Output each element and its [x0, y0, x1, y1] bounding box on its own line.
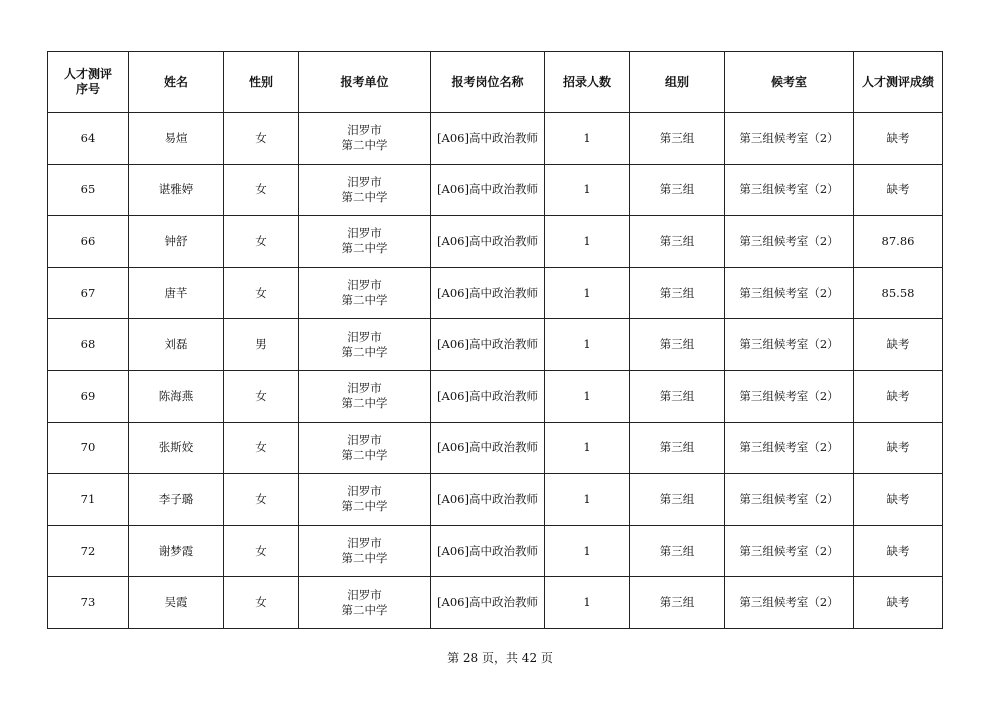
cell-score: [854, 267, 943, 319]
cell-position: [431, 319, 545, 371]
cell-quota: [545, 164, 630, 216]
cell-text: 70: [80, 440, 96, 455]
cell-text: 第三组: [659, 182, 695, 197]
cell-name: [129, 525, 224, 577]
cell-name: [129, 474, 224, 526]
cell-text: 汨罗市 第二中学: [341, 587, 388, 617]
cell-text: 1: [583, 388, 591, 403]
cell-group: [630, 267, 725, 319]
cell-name: [129, 216, 224, 268]
cell-group: [630, 113, 725, 165]
cell-text: [A06]高中政治教师: [437, 595, 538, 610]
cell-gender: [224, 474, 299, 526]
cell-text: 女: [255, 233, 267, 248]
cell-position: [431, 525, 545, 577]
table-row: [48, 577, 943, 629]
cell-text: 女: [255, 543, 267, 558]
cell-text: 汨罗市 第二中学: [341, 329, 388, 359]
cell-text: 谌雅婷: [158, 182, 194, 197]
header-cell-gender: 性别: [224, 52, 299, 113]
cell-room: [725, 164, 854, 216]
cell-position: [431, 577, 545, 629]
cell-room: [725, 113, 854, 165]
cell-unit: [299, 267, 431, 319]
cell-group: [630, 370, 725, 422]
cell-score: [854, 474, 943, 526]
cell-unit: [299, 370, 431, 422]
table-body: [48, 113, 943, 629]
cell-text: 1: [583, 543, 591, 558]
cell-text: 69: [80, 388, 96, 403]
cell-quota: [545, 319, 630, 371]
cell-name: [129, 319, 224, 371]
cell-gender: [224, 267, 299, 319]
cell-text: 第三组候考室（2）: [739, 388, 839, 403]
cell-text: 男: [255, 337, 267, 352]
cell-text: 缺考: [886, 130, 910, 145]
cell-text: 缺考: [886, 388, 910, 403]
header-cell-quota: 招录人数: [545, 52, 630, 113]
cell-position: [431, 370, 545, 422]
cell-text: 唐芊: [164, 285, 188, 300]
cell-gender: [224, 216, 299, 268]
cell-text: 第三组: [659, 440, 695, 455]
cell-seq: [48, 525, 129, 577]
cell-text: 1: [583, 440, 591, 455]
table-row: [48, 422, 943, 474]
cell-position: [431, 113, 545, 165]
cell-text: 第三组候考室（2）: [739, 543, 839, 558]
cell-gender: [224, 577, 299, 629]
cell-text: [A06]高中政治教师: [437, 491, 538, 506]
header-cell-unit: 报考单位: [299, 52, 431, 113]
cell-group: [630, 474, 725, 526]
table-row: [48, 370, 943, 422]
cell-quota: [545, 267, 630, 319]
cell-text: 第三组候考室（2）: [739, 182, 839, 197]
cell-text: 张斯姣: [158, 440, 194, 455]
cell-text: 陈海燕: [158, 388, 194, 403]
cell-text: 第三组候考室（2）: [739, 130, 839, 145]
cell-text: [A06]高中政治教师: [437, 388, 538, 403]
cell-name: [129, 370, 224, 422]
cell-group: [630, 319, 725, 371]
cell-text: 女: [255, 388, 267, 403]
page-number: 第 28 页，共 42 页: [447, 651, 553, 665]
cell-text: 第三组候考室（2）: [739, 491, 839, 506]
header-cell-seq: [48, 52, 129, 113]
cell-name: [129, 422, 224, 474]
cell-text: 缺考: [886, 337, 910, 352]
cell-text: 谢梦霞: [158, 543, 194, 558]
cell-text: 71: [80, 491, 96, 506]
cell-seq: [48, 164, 129, 216]
cell-group: [630, 577, 725, 629]
cell-text: 女: [255, 285, 267, 300]
cell-text: 66: [80, 233, 96, 248]
cell-text: 1: [583, 491, 591, 506]
cell-text: 女: [255, 440, 267, 455]
cell-text: [A06]高中政治教师: [437, 182, 538, 197]
table-row: [48, 319, 943, 371]
cell-text: [A06]高中政治教师: [437, 233, 538, 248]
cell-unit: [299, 525, 431, 577]
cell-text: 汨罗市 第二中学: [341, 174, 388, 204]
header-cell-position: 报考岗位名称: [431, 52, 545, 113]
cell-unit: [299, 577, 431, 629]
cell-name: [129, 164, 224, 216]
cell-seq: [48, 319, 129, 371]
cell-text: 缺考: [886, 543, 910, 558]
cell-text: [A06]高中政治教师: [437, 285, 538, 300]
cell-unit: [299, 474, 431, 526]
cell-text: [A06]高中政治教师: [437, 440, 538, 455]
cell-text: 第三组: [659, 595, 695, 610]
cell-position: [431, 216, 545, 268]
cell-text: 第三组: [659, 233, 695, 248]
cell-room: [725, 422, 854, 474]
cell-text: 汨罗市 第二中学: [341, 432, 388, 462]
cell-text: 1: [583, 130, 591, 145]
cell-room: [725, 216, 854, 268]
cell-quota: [545, 422, 630, 474]
cell-name: [129, 267, 224, 319]
table-row: [48, 113, 943, 165]
cell-name: [129, 113, 224, 165]
cell-text: 87.86: [881, 233, 915, 248]
cell-gender: [224, 370, 299, 422]
cell-text: 第三组: [659, 491, 695, 506]
cell-text: 女: [255, 182, 267, 197]
cell-text: 72: [80, 543, 96, 558]
cell-unit: [299, 216, 431, 268]
cell-text: 第三组候考室（2）: [739, 440, 839, 455]
header-cell-room: 候考室: [725, 52, 854, 113]
table-row: [48, 216, 943, 268]
cell-text: 易煊: [164, 130, 188, 145]
cell-room: [725, 577, 854, 629]
cell-score: [854, 319, 943, 371]
table-row: [48, 267, 943, 319]
cell-text: 第三组: [659, 337, 695, 352]
cell-position: [431, 164, 545, 216]
cell-text: 73: [80, 595, 96, 610]
cell-text: 65: [80, 182, 96, 197]
cell-text: 1: [583, 285, 591, 300]
header-text: 人才测评 序号: [63, 67, 112, 96]
cell-seq: [48, 577, 129, 629]
cell-text: 汨罗市 第二中学: [341, 278, 388, 308]
cell-group: [630, 422, 725, 474]
cell-text: 第三组: [659, 388, 695, 403]
cell-seq: [48, 474, 129, 526]
cell-text: 汨罗市 第二中学: [341, 381, 388, 411]
cell-text: 刘磊: [164, 337, 188, 352]
cell-text: 女: [255, 130, 267, 145]
cell-score: [854, 370, 943, 422]
cell-text: 68: [80, 337, 96, 352]
cell-group: [630, 164, 725, 216]
results-table: [47, 51, 943, 629]
cell-score: [854, 422, 943, 474]
cell-text: [A06]高中政治教师: [437, 130, 538, 145]
cell-text: 缺考: [886, 182, 910, 197]
cell-room: [725, 319, 854, 371]
cell-score: [854, 577, 943, 629]
cell-quota: [545, 216, 630, 268]
cell-text: 1: [583, 337, 591, 352]
cell-text: 67: [80, 285, 96, 300]
cell-text: [A06]高中政治教师: [437, 337, 538, 352]
cell-text: 第三组候考室（2）: [739, 595, 839, 610]
cell-text: 第三组候考室（2）: [739, 285, 839, 300]
cell-group: [630, 216, 725, 268]
cell-unit: [299, 164, 431, 216]
cell-position: [431, 422, 545, 474]
cell-text: 汨罗市 第二中学: [341, 123, 388, 153]
cell-text: 钟舒: [164, 233, 188, 248]
cell-seq: [48, 113, 129, 165]
cell-text: 女: [255, 491, 267, 506]
cell-quota: [545, 525, 630, 577]
header-row: [48, 52, 943, 113]
header-cell-score: 人才测评成绩: [854, 52, 943, 113]
cell-text: 第三组候考室（2）: [739, 337, 839, 352]
cell-text: 1: [583, 595, 591, 610]
cell-score: [854, 525, 943, 577]
cell-seq: [48, 267, 129, 319]
cell-gender: [224, 319, 299, 371]
cell-text: 缺考: [886, 491, 910, 506]
cell-text: 第三组: [659, 130, 695, 145]
table-row: [48, 164, 943, 216]
cell-text: 吴霞: [164, 595, 188, 610]
cell-score: [854, 216, 943, 268]
cell-quota: [545, 113, 630, 165]
cell-gender: [224, 113, 299, 165]
cell-text: 64: [80, 130, 96, 145]
cell-gender: [224, 525, 299, 577]
table-row: [48, 474, 943, 526]
cell-text: 缺考: [886, 595, 910, 610]
cell-seq: [48, 370, 129, 422]
cell-text: 汨罗市 第二中学: [341, 536, 388, 566]
cell-room: [725, 474, 854, 526]
table-row: [48, 525, 943, 577]
cell-room: [725, 370, 854, 422]
cell-seq: [48, 216, 129, 268]
cell-position: [431, 474, 545, 526]
cell-text: 1: [583, 233, 591, 248]
cell-text: 汨罗市 第二中学: [341, 484, 388, 514]
cell-text: 第三组: [659, 285, 695, 300]
cell-quota: [545, 370, 630, 422]
cell-text: [A06]高中政治教师: [437, 543, 538, 558]
cell-quota: [545, 474, 630, 526]
cell-text: 李子璐: [158, 491, 194, 506]
cell-seq: [48, 422, 129, 474]
header-cell-name: 姓名: [129, 52, 224, 113]
cell-score: [854, 164, 943, 216]
cell-text: 汨罗市 第二中学: [341, 226, 388, 256]
cell-text: 1: [583, 182, 591, 197]
cell-text: 第三组候考室（2）: [739, 233, 839, 248]
cell-text: 缺考: [886, 440, 910, 455]
cell-gender: [224, 164, 299, 216]
cell-unit: [299, 422, 431, 474]
cell-group: [630, 525, 725, 577]
cell-room: [725, 525, 854, 577]
cell-room: [725, 267, 854, 319]
cell-quota: [545, 577, 630, 629]
cell-unit: [299, 319, 431, 371]
cell-position: [431, 267, 545, 319]
cell-text: 第三组: [659, 543, 695, 558]
cell-text: 女: [255, 595, 267, 610]
header-cell-group: 组别: [630, 52, 725, 113]
cell-gender: [224, 422, 299, 474]
cell-name: [129, 577, 224, 629]
cell-text: 85.58: [881, 285, 915, 300]
cell-score: [854, 113, 943, 165]
cell-unit: [299, 113, 431, 165]
